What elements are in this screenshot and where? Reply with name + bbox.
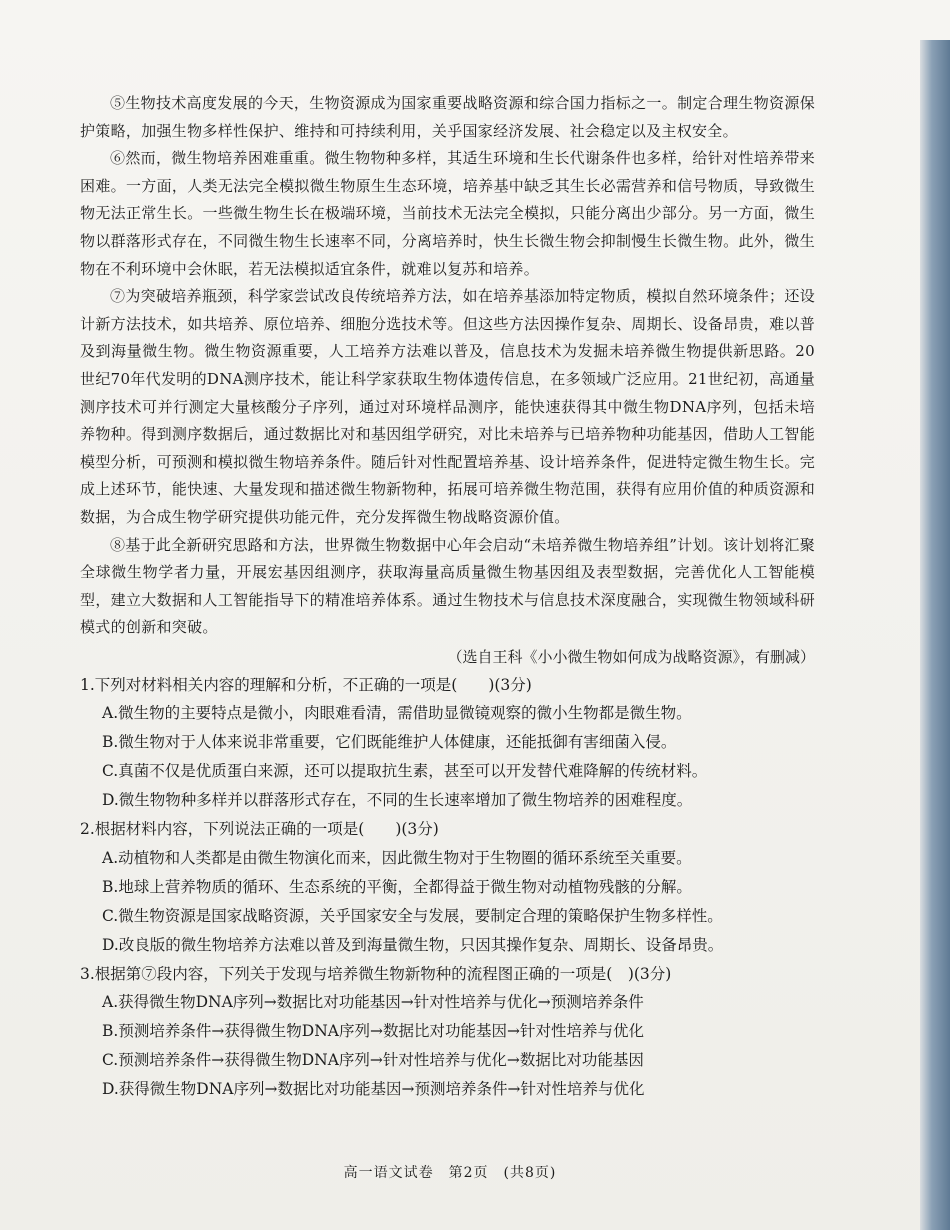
question-2 xyxy=(80,815,815,960)
document-body xyxy=(80,90,815,1104)
page-footer: 高一语文试卷 第2页 (共8页) xyxy=(343,1165,557,1181)
paragraph-7: ⑦为突破培养瓶颈，科学家尝试改良传统培养方法，如在培养基添加特定物质，模拟自然环境条件；还设计新方法技术，如共培养、原位培养、细胞分选技术等。但这些方法因操作复杂、周期长、设备昂贵，难以普及到海量微生物。微生物资源重要，人工培养方法难以普及，信息技术为发掘未培养微生物提供新思路。20世纪70年代发明的DNA测序技术，能让科学家获取生物体遗传信息，在多领域广泛应用。21世纪初，高通量测序技术可并行测定大量核酸分子序列，通过对环境样品测序，能快速获得其中微生物DNA序列，包括未培养物种。得到测序数据后，通过数据比对和基因组学研究，对比未培养与已培养物种功能基因，借助人工智能模型分析，可预测和模拟微生物培养条件。随后针对性配置培养基、设计培养条件，促进特定微生物生长。完成上述环节，能快速、大量发现和描述微生物新物种，拓展可培养微生物范围，获得有应用价值的种质资源和数据，为合成生物学研究提供功能元件，充分发挥微生物战略资源价值。 xyxy=(80,287,815,526)
option-c: C.预测培养条件→获得微生物DNA序列→针对性培养与优化→数据比对功能基因 xyxy=(102,1051,644,1070)
question-stem: 1.下列对材料相关内容的理解和分析，不正确的一项是( )(3分) xyxy=(80,675,532,694)
option-b: B.地球上营养物质的循环、生态系统的平衡，全都得益于微生物对动植物残骸的分解。 xyxy=(102,877,692,896)
page-edge-shadow xyxy=(920,40,950,1230)
option-a: A.动植物和人类都是由微生物演化而来，因此微生物对于生物圈的循环系统至关重要。 xyxy=(102,848,692,867)
paragraph-5: ⑤生物技术高度发展的今天，生物资源成为国家重要战略资源和综合国力指标之一。制定合理生物资源保护策略，加强生物多样性保护、维持和可持续利用，关乎国家经济发展、社会稳定以及主权安全。 xyxy=(80,94,815,140)
option-b: B.预测培养条件→获得微生物DNA序列→数据比对功能基因→针对性培养与优化 xyxy=(102,1022,644,1041)
question-3 xyxy=(80,960,815,1105)
question-1 xyxy=(80,671,815,816)
option-d: D.微生物物种多样并以群落形式存在，不同的生长速率增加了微生物培养的困难程度。 xyxy=(102,791,693,810)
option-a: A.微生物的主要特点是微小，肉眼难看清，需借助显微镜观察的微小生物都是微生物。 xyxy=(102,704,692,723)
question-stem: 2.根据材料内容，下列说法正确的一项是( )(3分) xyxy=(80,820,439,839)
option-d: D.获得微生物DNA序列→数据比对功能基因→预测培养条件→针对性培养与优化 xyxy=(102,1080,645,1099)
paragraph-8: ⑧基于此全新研究思路和方法，世界微生物数据中心年会启动“未培养微生物培养组”计划。该计划将汇聚全球微生物学者力量，开展宏基因组测序，获取海量高质量微生物基因组及表型数据，完善优化人工智能模型，建立大数据和人工智能指导下的精准培养体系。通过生物技术与信息技术深度融合，实现微生物领域科研模式的创新和突破。 xyxy=(80,535,815,637)
option-a: A.获得微生物DNA序列→数据比对功能基因→针对性培养与优化→预测培养条件 xyxy=(102,993,644,1012)
source-citation: （选自王科《小小微生物如何成为战略资源》，有删减） xyxy=(447,647,815,666)
option-d: D.改良版的微生物培养方法难以普及到海量微生物，只因其操作复杂、周期长、设备昂贵。 xyxy=(102,935,724,954)
option-b: B.微生物对于人体来说非常重要，它们既能维护人体健康，还能抵御有害细菌入侵。 xyxy=(102,733,677,752)
question-stem: 3.根据第⑦段内容，下列关于发现与培养微生物新物种的流程图正确的一项是( )(3分) xyxy=(80,964,672,983)
paragraph-6: ⑥然而，微生物培养困难重重。微生物物种多样，其适生环境和生长代谢条件也多样，给针对性培养带来困难。一方面，人类无法完全模拟微生物原生生态环境，培养基中缺乏其生长必需营养和信号物质，导致微生物无法正常生长。一些微生物生长在极端环境，当前技术无法完全模拟，只能分离出少部分。另一方面，微生物以群落形式存在，不同微生物生长速率不同，分离培养时，快生长微生物会抑制慢生长微生物。此外，微生物在不利环境中会休眠，若无法模拟适宜条件，就难以复苏和培养。 xyxy=(80,149,815,278)
option-c: C.微生物资源是国家战略资源，关乎国家安全与发展，要制定合理的策略保护生物多样性。 xyxy=(102,906,723,925)
option-c: C.真菌不仅是优质蛋白来源，还可以提取抗生素，甚至可以开发替代难降解的传统材料。 xyxy=(102,762,708,781)
